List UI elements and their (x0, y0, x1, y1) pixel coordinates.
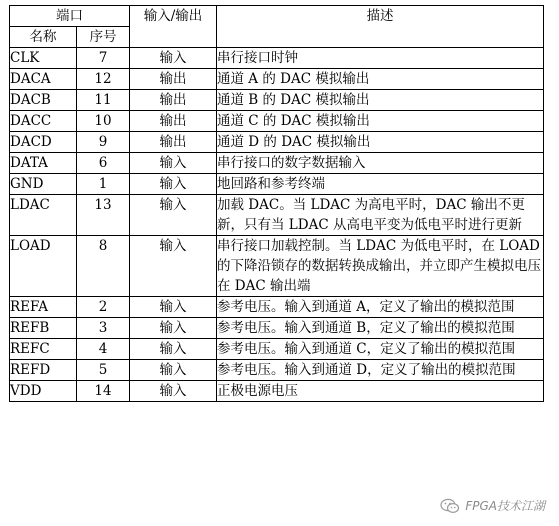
pin-number: 13 (77, 195, 130, 236)
table-row (10, 318, 544, 339)
pin-direction: 输入 (130, 381, 217, 402)
pin-direction: 输出 (130, 69, 217, 90)
pin-name: CLK (10, 48, 77, 69)
pin-description: 通道 A 的 DAC 模拟输出 (217, 69, 544, 90)
header-number: 序号 (77, 27, 130, 48)
pin-name: REFD (10, 360, 77, 381)
pin-number: 9 (77, 132, 130, 153)
header-description: 描述 (217, 6, 544, 48)
pin-direction: 输出 (130, 111, 217, 132)
pin-number: 8 (77, 236, 130, 297)
pin-description: 正极电源电压 (217, 381, 544, 402)
pin-description: 参考电压。输入到通道 D，定义了输出的模拟范围 (217, 360, 544, 381)
table-row (10, 69, 544, 90)
pin-direction: 输入 (130, 360, 217, 381)
table-row (10, 48, 544, 69)
pin-name: LOAD (10, 236, 77, 297)
table-row (10, 132, 544, 153)
pin-number: 10 (77, 111, 130, 132)
pin-direction: 输入 (130, 153, 217, 174)
pin-description: 参考电压。输入到通道 A，定义了输出的模拟范围 (217, 297, 544, 318)
header-io: 输入/输出 (130, 6, 217, 48)
table-row (10, 111, 544, 132)
table-row (10, 360, 544, 381)
pin-direction: 输入 (130, 174, 217, 195)
header-port: 端口 (10, 6, 130, 27)
pin-direction: 输入 (130, 318, 217, 339)
pin-direction: 输出 (130, 90, 217, 111)
pin-direction: 输入 (130, 297, 217, 318)
table-row (10, 174, 544, 195)
pin-number: 3 (77, 318, 130, 339)
pin-description: 串行接口加载控制。当 LDAC 为低电平时，在 LOAD 的下降沿锁存的数据转换成输出，并立即产生模拟电压在 DAC 输出端 (217, 236, 544, 297)
table-row (10, 339, 544, 360)
pin-direction: 输入 (130, 339, 217, 360)
pin-number: 6 (77, 153, 130, 174)
pin-description: 通道 B 的 DAC 模拟输出 (217, 90, 544, 111)
pin-description: 参考电压。输入到通道 C，定义了输出的模拟范围 (217, 339, 544, 360)
pin-description: 串行接口时钟 (217, 48, 544, 69)
pin-name: DACC (10, 111, 77, 132)
pin-table (9, 5, 544, 402)
pin-description: 串行接口的数字数据输入 (217, 153, 544, 174)
pin-direction: 输入 (130, 195, 217, 236)
table-row (10, 236, 544, 297)
pin-name: DACB (10, 90, 77, 111)
pin-number: 1 (77, 174, 130, 195)
pin-description: 参考电压。输入到通道 B，定义了输出的模拟范围 (217, 318, 544, 339)
pin-name: DACD (10, 132, 77, 153)
pin-number: 11 (77, 90, 130, 111)
pin-number: 12 (77, 69, 130, 90)
wechat-icon (440, 498, 460, 514)
watermark-text: FPGA技术江湖 (465, 499, 545, 513)
pin-number: 14 (77, 381, 130, 402)
pin-name: DACA (10, 69, 77, 90)
pin-name: GND (10, 174, 77, 195)
pin-description: 地回路和参考终端 (217, 174, 544, 195)
pin-number: 7 (77, 48, 130, 69)
table-header (10, 6, 544, 48)
pin-direction: 输入 (130, 236, 217, 297)
header-name: 名称 (10, 27, 77, 48)
pin-description: 通道 C 的 DAC 模拟输出 (217, 111, 544, 132)
header-row-1 (10, 6, 544, 27)
pin-number: 5 (77, 360, 130, 381)
pin-name: LDAC (10, 195, 77, 236)
pin-direction: 输出 (130, 132, 217, 153)
pin-direction: 输入 (130, 48, 217, 69)
pin-number: 4 (77, 339, 130, 360)
pin-name: REFB (10, 318, 77, 339)
pin-description: 通道 D 的 DAC 模拟输出 (217, 132, 544, 153)
table-row (10, 195, 544, 236)
table-row (10, 153, 544, 174)
pin-name: DATA (10, 153, 77, 174)
table-row (10, 297, 544, 318)
pin-name: VDD (10, 381, 77, 402)
watermark (440, 497, 545, 514)
table-row (10, 90, 544, 111)
pin-name: REFA (10, 297, 77, 318)
pin-name: REFC (10, 339, 77, 360)
table-row (10, 381, 544, 402)
pin-number: 2 (77, 297, 130, 318)
pin-description: 加载 DAC。当 LDAC 为高电平时，DAC 输出不更新，只有当 LDAC 从高电平变为低电平时进行更新 (217, 195, 544, 236)
